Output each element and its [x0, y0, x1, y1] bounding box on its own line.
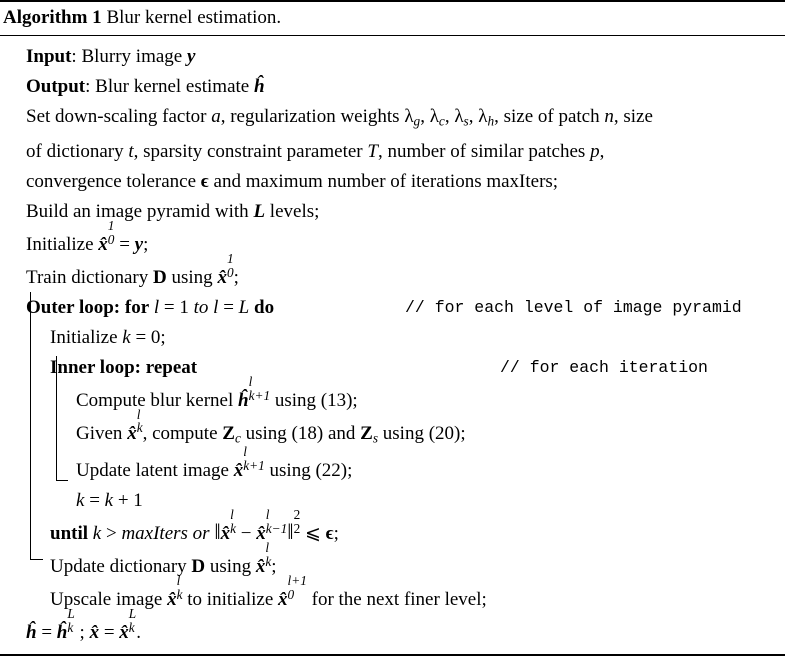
line-given-compute-z: [0, 406, 785, 454]
until-leq: ⩽: [300, 523, 326, 545]
line-setup-1: Set down-scaling factor a, regularization weights $\lambda_g$, $\lambda_c$, $\lambda_s$, $\lambda_h$, size of patch n, size: [26, 106, 653, 129]
outer-loop-do: do: [254, 296, 275, 318]
outer-loop-var-L: L: [238, 296, 250, 318]
until-minus: −: [236, 523, 257, 545]
param-T: T: [367, 140, 378, 162]
until-epsilon: ϵ: [325, 523, 334, 545]
line-initialize-k: [0, 323, 785, 353]
final-x-hat: x: [89, 622, 100, 644]
outer-loop-comment: // for each level of image pyramid: [405, 297, 742, 317]
until-norm-close: ‖: [287, 519, 294, 545]
setup-text-2b: , sparsity constraint parameter: [133, 140, 368, 162]
line-output: [0, 72, 785, 102]
input-text: : Blurry image: [71, 46, 187, 67]
kinc-plus: + 1: [113, 490, 143, 512]
train-end: ;: [233, 266, 239, 288]
line-update-latent-image: [0, 444, 785, 486]
line-outer-loop: [0, 293, 785, 323]
setup-text-2d: ,: [599, 140, 605, 162]
var-x-hat-km1-l-until: x l k−1: [256, 507, 288, 545]
init-equals: =: [114, 233, 135, 255]
upscale-text-b: to initialize: [182, 589, 279, 611]
output-var-h-hat: h: [253, 76, 265, 97]
final-eq1: =: [36, 622, 57, 644]
given-text-d: using (20);: [378, 422, 466, 444]
train-text-b: using: [166, 266, 218, 288]
setup-text-2c: , number of similar patches: [377, 140, 591, 162]
algorithm-caption: [0, 2, 785, 35]
pyramid-text-b: levels;: [265, 200, 320, 222]
line-setup-3: [0, 167, 785, 197]
param-t: t: [128, 140, 134, 162]
var-x-hat-k-l-given: x l k: [127, 406, 143, 444]
kinc-eq: =: [84, 490, 105, 512]
setup-text-1d: , size: [613, 106, 653, 127]
param-n: n: [604, 106, 614, 127]
var-Zs: $Z_s$: [360, 422, 379, 446]
given-text-c: using (18) and: [240, 422, 361, 444]
line-input: [0, 42, 785, 72]
until-end: ;: [333, 523, 339, 545]
init-end: ;: [143, 233, 149, 255]
output-text: : Blur kernel estimate: [85, 76, 254, 97]
outer-loop-var-l2: l: [208, 296, 219, 318]
until-norm-open: ‖: [214, 519, 221, 545]
final-h-hat: h: [26, 622, 37, 644]
compute-text-b: using (13);: [270, 389, 358, 411]
param-L: L: [253, 200, 266, 222]
line-setup-2: [0, 137, 785, 167]
kinc-k1: k: [76, 490, 85, 512]
until-var-k: k: [88, 523, 102, 545]
param-lambda-g: $\lambda_g$: [404, 106, 421, 129]
param-p: p: [590, 140, 600, 162]
var-x-hat-0-1: x 1 0: [98, 217, 115, 255]
until-maxiters: maxIters: [121, 523, 188, 545]
var-x-hat-k-l-updict: x l k: [255, 540, 272, 578]
updict-end: ;: [271, 556, 277, 578]
final-eq2: =: [99, 622, 120, 644]
param-lambda-h: $\lambda_h$: [478, 106, 495, 129]
line-initialize-x: [0, 217, 785, 260]
initk-text-a: Initialize: [50, 326, 123, 348]
var-Zc: $Z_c$: [222, 422, 241, 446]
setup-text-1b: , regularization weights: [220, 106, 405, 127]
var-k: k: [122, 326, 131, 348]
until-gt: >: [101, 523, 122, 545]
outer-loop-eq1: = 1: [159, 296, 194, 318]
inner-loop-label: Inner loop: repeat: [50, 356, 198, 378]
line-inner-loop: [0, 353, 785, 383]
var-x-hat-0-1-train: x 1 0: [217, 250, 234, 288]
line-final-result: [0, 606, 785, 648]
var-x-hat-k-l-until: x l k: [220, 507, 237, 545]
update-text-a: Update latent image: [76, 460, 234, 482]
var-D-update: D: [191, 556, 206, 578]
compute-text-a: Compute blur kernel: [76, 389, 238, 411]
until-or: or: [187, 523, 215, 545]
update-text-b: using (22);: [264, 460, 353, 482]
initk-text-b: = 0;: [130, 326, 166, 348]
final-semicolon: ;: [74, 622, 90, 644]
var-x-hat-k-l-upscale: x l k: [167, 573, 183, 611]
line-train-dictionary: [0, 250, 785, 293]
init-text-a: Initialize: [26, 233, 99, 255]
input-label: Input: [26, 46, 72, 67]
pyramid-text-a: Build an image pyramid with: [26, 200, 254, 222]
given-text-a: Given: [76, 422, 128, 444]
algorithm-title: Blur kernel estimation.: [106, 7, 282, 28]
train-text-a: Train dictionary: [26, 266, 154, 288]
setup-text-3a: convergence tolerance: [26, 170, 201, 192]
updict-text-a: Update dictionary: [50, 556, 192, 578]
param-lambda-c: $\lambda_c$: [429, 106, 445, 129]
until-norm-exponents: 2 2: [293, 507, 301, 537]
outer-loop-eq2: =: [218, 296, 239, 318]
upscale-text-c: for the next finer level;: [306, 589, 487, 611]
algorithm-body: [0, 36, 785, 654]
final-h-hat-k-L: h L k: [56, 606, 75, 644]
setup-text-3b: and maximum number of iterations maxIters;: [208, 170, 559, 192]
setup-text-1a: Set down-scaling factor: [26, 106, 212, 127]
given-text-b: , compute: [142, 422, 223, 444]
line-compute-blur-kernel: [0, 373, 785, 416]
setup-text-2a: of dictionary: [26, 140, 129, 162]
param-epsilon: ϵ: [200, 170, 209, 192]
var-y: y: [134, 233, 144, 255]
outer-loop-label: Outer loop: for: [26, 296, 150, 318]
var-x-hat-0-lp1: x l+1 0: [278, 573, 307, 611]
line-k-increment: [0, 486, 785, 516]
final-end: .: [136, 622, 141, 644]
final-x-hat-k-L: x L k: [119, 606, 137, 644]
output-label: Output: [26, 76, 86, 97]
setup-text-1c: , size of patch: [494, 106, 605, 127]
line-until: [0, 507, 785, 549]
until-label: until: [50, 523, 89, 545]
var-x-hat-k1-l-update: x l k+1: [233, 444, 265, 482]
outer-loop-to: to: [193, 296, 209, 318]
inner-loop-comment: // for each iteration: [500, 357, 708, 377]
line-update-dictionary: [0, 540, 785, 582]
line-build-pyramid: [0, 197, 785, 227]
upscale-text-a: Upscale image: [50, 589, 168, 611]
line-upscale-image: [0, 573, 785, 615]
input-var-y: y: [186, 46, 196, 67]
var-D: D: [153, 266, 167, 288]
param-a: a: [211, 106, 221, 127]
var-h-hat-k1-l: h l k+1: [238, 373, 271, 411]
kinc-k2: k: [104, 490, 114, 512]
updict-text-b: using: [205, 556, 256, 578]
algorithm-label: Algorithm 1: [3, 7, 102, 28]
param-lambda-s: $\lambda_s$: [454, 106, 469, 129]
outer-loop-var-l1: l: [153, 296, 160, 318]
